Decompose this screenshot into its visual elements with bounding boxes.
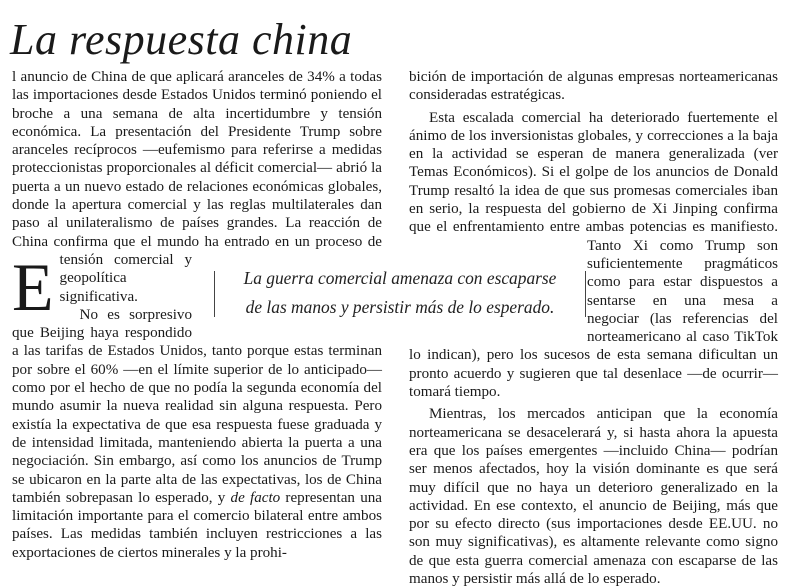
pull-quote: [214, 264, 586, 326]
paragraph-5: Mientras, los mercados anticipan que la economía norteamericana se desacelerará y, si hasta ahora la apuesta era que los países emergentes —incluido China— podrían ser menos afectados, hoy la visión dominante es que será muy difícil que no haya un deterioro generalizado en la actividad. En ese contexto, el anuncio de Beijing, más que por su efecto directo (sus importaciones desde EE.UU. no son muy significativas), es altamente relevante como signo de que esta guerra comercial amenaza con escaparse de las manos y persistir más allá de lo esperado.: [409, 406, 778, 588]
right-column: [409, 68, 778, 588]
paragraph-2-text-b: representan una limitación importante para el comercio bilateral entre ambos países. Las medidas también incluyen restricciones a las exportaciones de ciertos minerales y la prohi-: [12, 489, 382, 561]
pull-quote-line-1: La guerra comercial amenaza con escaparse: [243, 268, 557, 288]
paragraph-4-text: Esta escalada comercial ha deteriorado fuertemente el ánimo de los inversionistas globales, y correcciones a la baja en la actividad se esperan de manera generalizada (ver Temas Económicos). Si el golpe de los anuncios de Donald Trump resaltó la idea de que sus promesas comerciales iban en serio, la respuesta del gobierno de Xi Jinping confirma que el enfrentamiento entre ambas potencias es manifiesto. Tanto Xi como Trump son suficientemente pragmáticos como para estar dispuestos a sentarse en una mesa a negociar (las referencias del norteamericano al caso TikTok lo indican), pero los sucesos de esta semana dificultan un pronto acuerdo y sugieren que tal desenlace —de ocurrir— tomará tiempo.: [409, 109, 778, 401]
paragraph-1-text: l anuncio de China de que aplicará aranceles de 34% a todas las importaciones desde Estados Unidos terminó poniendo el broche a una semana de alta incertidumbre y tensión económica. La presentación del Presidente Trump sobre aranceles recíprocos —eufemismo para referirse a medidas proteccionistas proporcionales al déficit comercial— abrió la puerta a un nuevo estado de relaciones económicas globales, donde la apertura comercial y las reglas multilaterales dan paso al unilateralismo de países grandes. La reacción de China confirma que el mundo ha entrado en un proceso de tensión comercial y geopolítica significativa.: [12, 69, 382, 305]
paragraph-2-text-a: No es sorpresivo que Beijing haya respondido a las tarifas de Estados Unidos, tanto porque estas terminan por sobre el 60% —en el límite superior de lo anticipado— como por el hecho de que no podía la segunda economía del mundo asumir la nueva realidad sin alguna respuesta. Pero existía la expectativa de que esa respuesta fuese graduada y de intensidad limitada, manteniendo abierta la puerta a una negociación. Sin embargo, así como los anuncios de Trump se ubicaron en la parte alta de las expectativas, los de China también sobrepasan lo esperado, y: [12, 306, 382, 506]
paragraph-3: bición de importación de algunas empresas norteamericanas consideradas estratégicas.: [409, 69, 778, 104]
paragraph-2: [12, 306, 382, 562]
paragraph-2-emphasis: de facto: [230, 489, 281, 506]
drop-cap: E: [12, 249, 54, 325]
article-title: La respuesta china: [10, 15, 353, 64]
pull-quote-line-2: de las manos y persistir más de lo esperado.: [245, 297, 555, 317]
